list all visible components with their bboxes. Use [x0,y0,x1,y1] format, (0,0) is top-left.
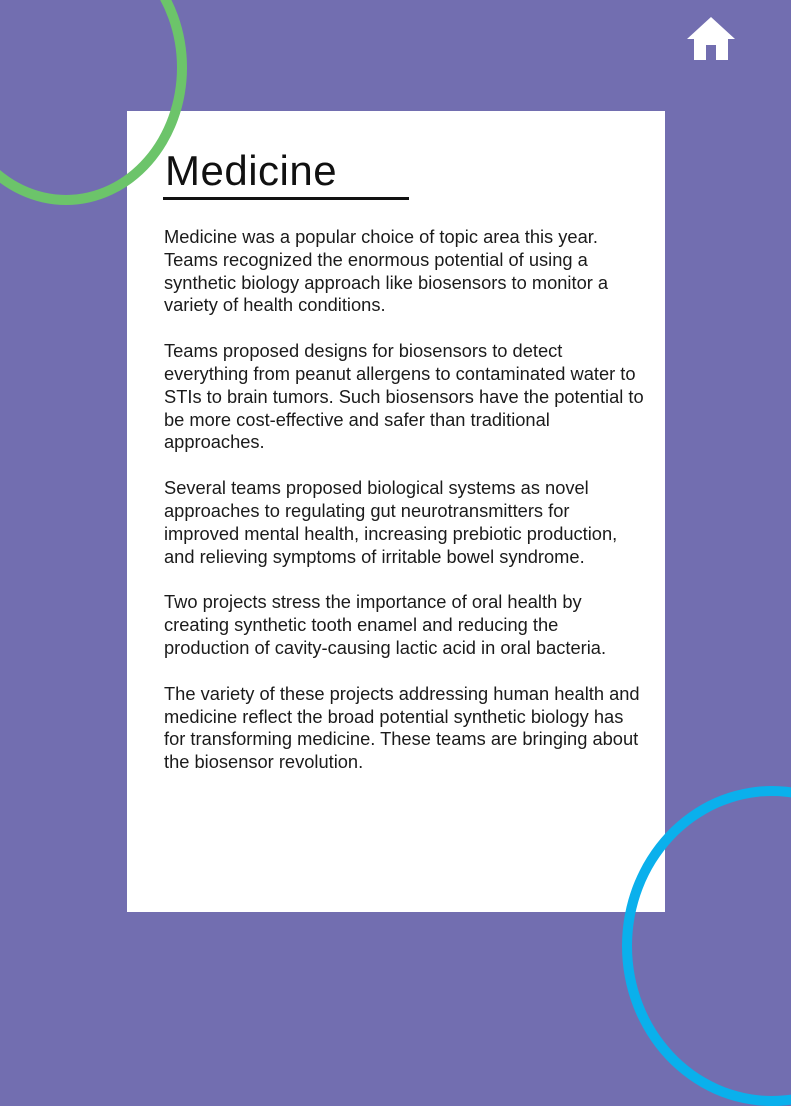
page-title: Medicine [165,147,338,194]
paragraph: Two projects stress the importance of oral health by creating synthetic tooth enamel and reducing the production of cavity-causing lactic acid in oral bacteria. [164,591,607,658]
home-button[interactable] [686,16,736,61]
paragraph: Teams proposed designs for biosensors to detect everything from peanut allergens to contaminated water to STIs to brain tumors. Such biosensors have the potential to be more cost-effective and safer than traditional approaches. [164,340,644,453]
paragraph: Medicine was a popular choice of topic area this year. Teams recognized the enormous potential of using a synthetic biology approach like biosensors to monitor a variety of health conditions. [164,226,609,316]
content-card [127,111,665,912]
home-icon [686,16,736,61]
article-body [164,226,644,797]
title-underline [163,197,409,200]
paragraph: The variety of these projects addressing human health and medicine reflect the broad potential synthetic biology has for transforming medicine. These teams are bringing about the biosensor revolution. [164,682,640,773]
paragraph: Several teams proposed biological systems as novel approaches to regulating gut neurotransmitters for improved mental health, increasing prebiotic production, and relieving symptoms of irritable bowel syndrome. [164,477,618,567]
